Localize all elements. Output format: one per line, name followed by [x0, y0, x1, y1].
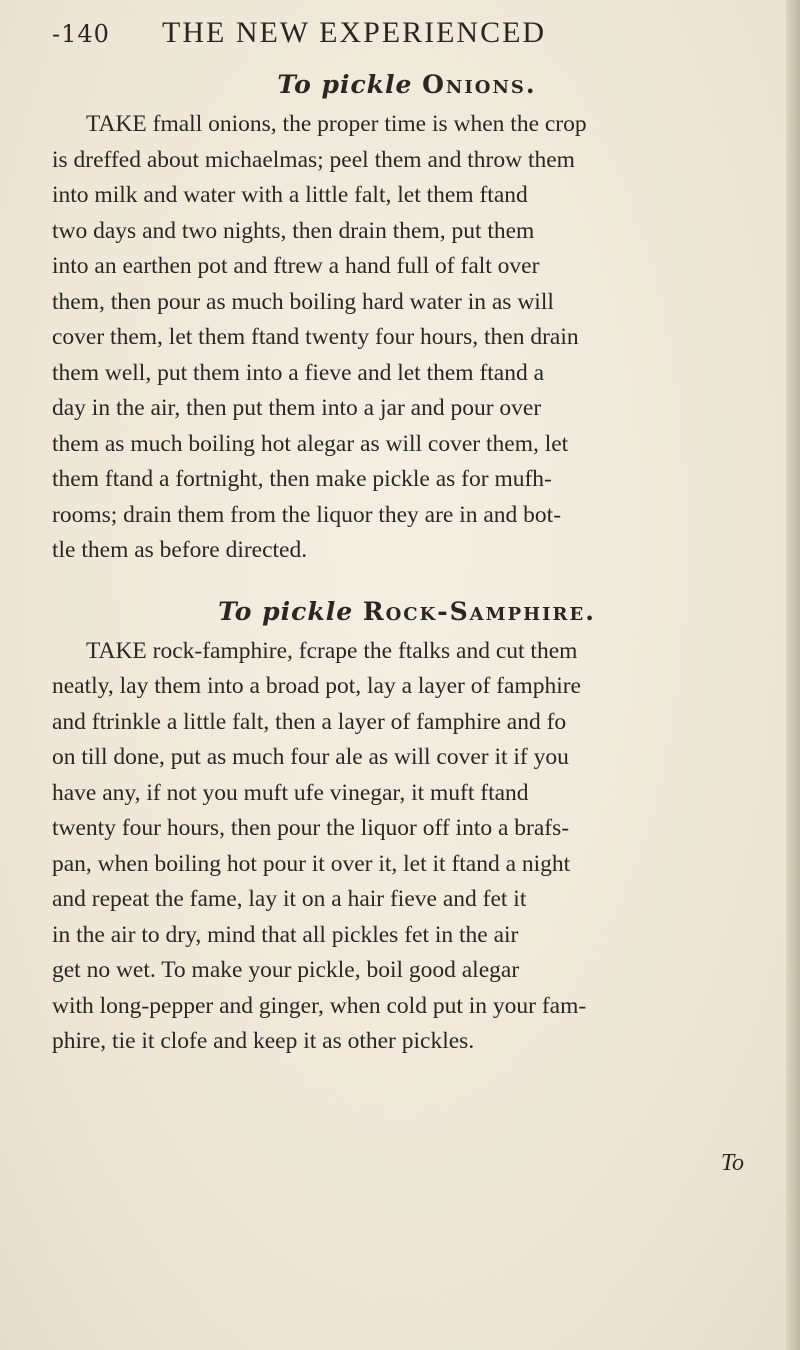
recipe-onions — [52, 107, 762, 569]
catchword: To — [720, 1150, 744, 1176]
text-line: twenty four hours, then pour the liquor off into a brafs- — [52, 815, 570, 841]
text-line: into an earthen pot and ftrew a hand full of falt over — [52, 253, 540, 279]
text-line: them well, put them into a fieve and let them ftand a — [52, 359, 545, 386]
text-line: into milk and water with a little falt, let them ftand — [52, 182, 528, 208]
heading-small-caps: Rock-Samphire. — [362, 596, 596, 626]
text-line: cover them, let them ftand twenty four hours, then drain — [52, 324, 579, 350]
running-head: THE NEW EXPERIENCED — [162, 16, 547, 49]
text-line: and repeat the fame, lay it on a hair fieve and fet it — [52, 886, 527, 912]
text-line: tle them as before directed. — [52, 537, 308, 563]
text-line: neatly, lay them into a broad pot, lay a layer of famphire — [52, 673, 581, 699]
text-line: rooms; drain them from the liquor they are in and bot- — [52, 501, 562, 528]
page-edge-shadow — [786, 0, 800, 1350]
text-line: pan, when boiling hot pour it over it, let it ftand a night — [52, 850, 571, 877]
text-line: two days and two nights, then drain them, put them — [52, 217, 535, 244]
page-header — [52, 14, 752, 54]
heading-italic: To pickle — [277, 70, 413, 99]
section-gap — [52, 569, 762, 597]
text-line: on till done, put as much four ale as will cover it if you — [52, 744, 569, 770]
section-heading-onions — [52, 70, 762, 99]
page-number: -140 — [52, 20, 110, 48]
text-block — [52, 70, 762, 1060]
text-line: them ftand a fortnight, then make pickle as for mufh- — [52, 466, 552, 492]
text-line: TAKE rock-famphire, fcrape the ftalks and cut them — [86, 637, 578, 664]
text-line: them, then pour as much boiling hard water in as will — [52, 288, 554, 315]
text-line: have any, if not you muft ufe vinegar, it muft ftand — [52, 779, 529, 806]
text-line: phire, tie it clofe and keep it as other pickles. — [52, 1028, 475, 1054]
text-line: in the air to dry, mind that all pickles fet in the air — [52, 921, 519, 948]
text-line: get no wet. To make your pickle, boil good alegar — [52, 957, 520, 983]
text-line: them as much boiling hot alegar as will cover them, let — [52, 430, 569, 457]
text-line: and ftrinkle a little falt, then a layer of famphire and fo — [52, 708, 567, 735]
text-line: is dreffed about michaelmas; peel them and throw them — [52, 146, 575, 173]
section-heading-rock-samphire — [52, 597, 762, 626]
text-line: with long-pepper and ginger, when cold put in your fam- — [52, 992, 587, 1019]
text-line: TAKE fmall onions, the proper time is when the crop — [86, 111, 587, 137]
heading-small-caps: Onions. — [422, 70, 537, 99]
recipe-rock-samphire — [52, 634, 762, 1060]
heading-italic: To pickle — [218, 596, 354, 626]
text-line: day in the air, then put them into a jar and pour over — [52, 395, 542, 421]
